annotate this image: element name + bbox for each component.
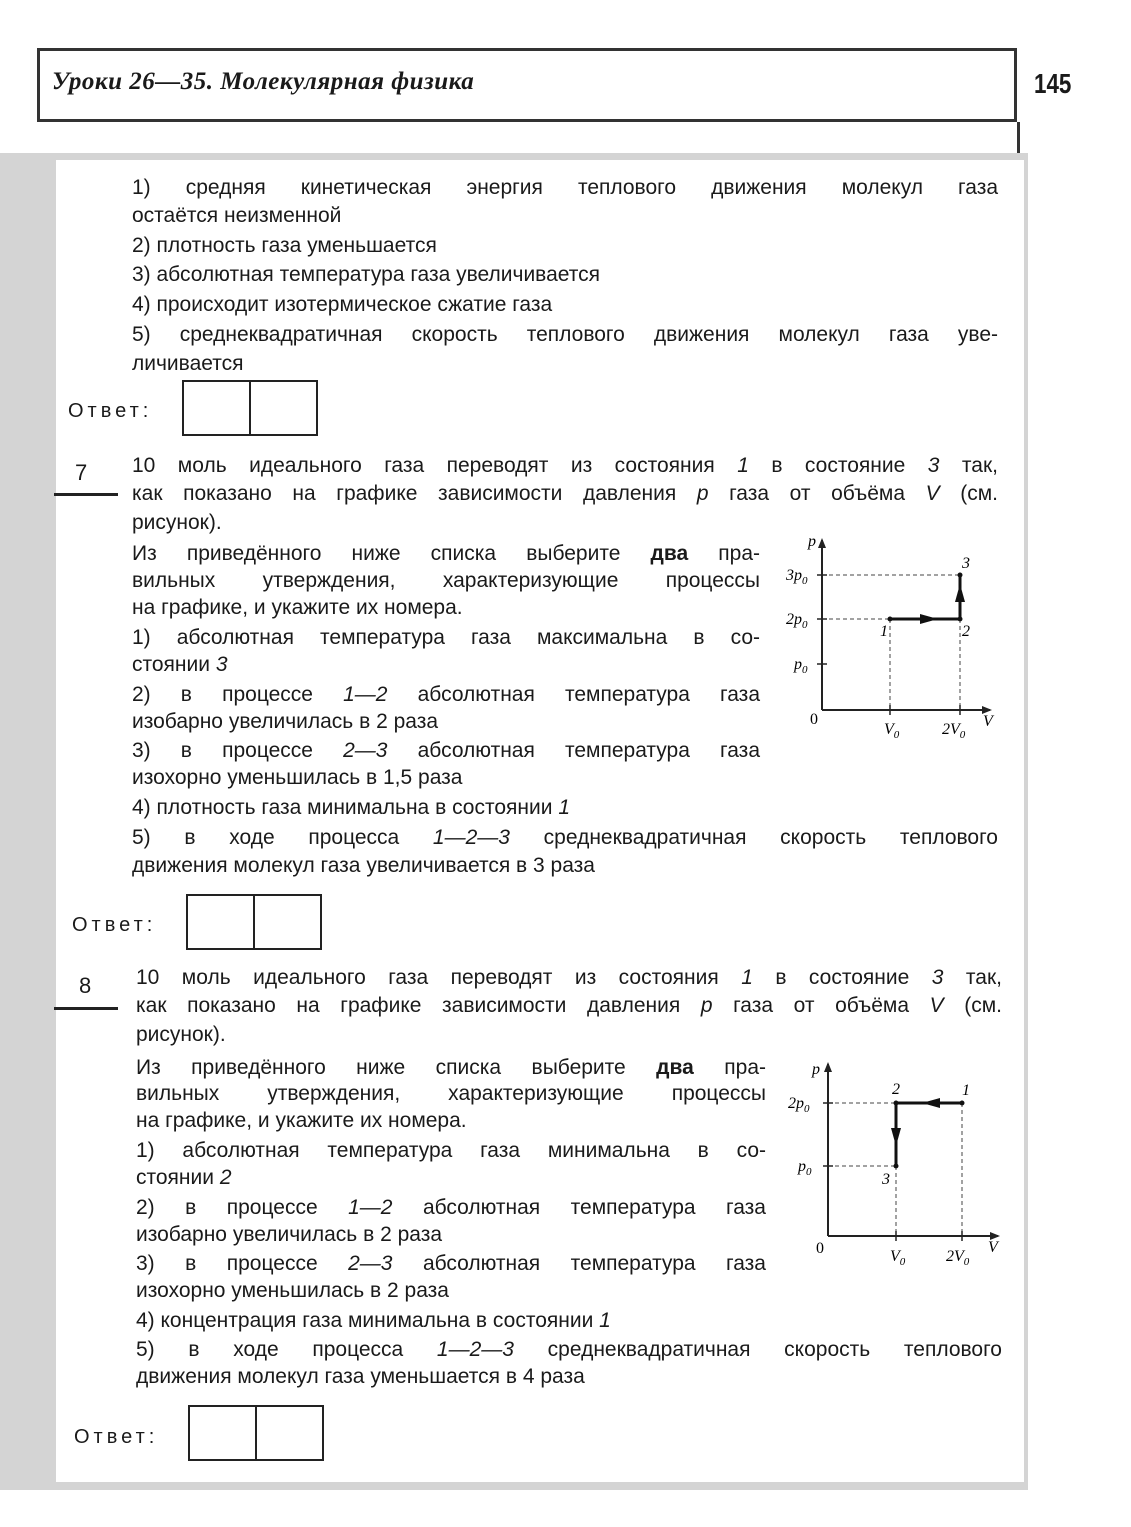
q8-intro-line3: рисунок). [136, 1023, 226, 1046]
tick-label-2p0: $2p_0$ [786, 611, 808, 631]
arrow-1-2 [922, 1098, 940, 1108]
frame-connector [1017, 122, 1020, 154]
q8-option-5-cont: движения молекул газа уменьшается в 4 раза [136, 1365, 585, 1388]
answer-box [188, 1405, 324, 1461]
q7-option-1-cont: стоянии 3 [132, 653, 228, 676]
prev-option-3: 3) абсолютная температура газа увеличивается [132, 263, 601, 286]
point-label-2: 2 [892, 1081, 900, 1098]
arrow-2-3 [955, 584, 965, 602]
origin-label: 0 [810, 711, 818, 728]
answer-cell-1[interactable] [184, 382, 249, 434]
arrow-2-3 [891, 1128, 901, 1146]
prev-option-4: 4) происходит изотермическое сжатие газа [132, 293, 553, 316]
v-axis-label: V [983, 713, 993, 730]
tick-label-p0: $p_0$ [794, 656, 808, 676]
prev-option-2: 2) плотность газа уменьшается [132, 234, 437, 257]
q8-option-3-cont: изохорно уменьшилась в 2 раза [136, 1279, 449, 1302]
q8-option-2-cont: изобарно увеличилась в 2 раза [136, 1223, 443, 1246]
tick-label-p0: $p_0$ [798, 1158, 812, 1178]
q7-intro-line1: 10 моль идеального газа переводят из состояния 1 в состояние 3 так, [132, 454, 998, 477]
prev-option-5-cont: личивается [132, 352, 244, 375]
q7-option-3: 3) в процессе 2—3 абсолютная температура газа [132, 739, 760, 762]
state-point [888, 617, 893, 622]
point-label-3: 3 [882, 1171, 890, 1188]
answer-cell-2[interactable] [255, 1407, 322, 1459]
point-label-1: 1 [880, 623, 888, 640]
q8-select-line2: вильных утверждения, характеризующие процессы [136, 1082, 766, 1105]
answer-cell-1[interactable] [188, 896, 253, 948]
q7-option-2-cont: изобарно увеличилась в 2 раза [132, 710, 439, 733]
question-number: 8 [79, 973, 92, 998]
q8-pv-graph [776, 1050, 1016, 1275]
q7-option-2: 2) в процессе 1—2 абсолютная температура газа [132, 683, 760, 706]
q8-option-1-cont: стоянии 2 [136, 1166, 232, 1189]
answer-box [182, 380, 318, 436]
q8-option-5: 5) в ходе процесса 1—2—3 среднеквадратичная скорость теплового [136, 1338, 1002, 1361]
answer-label: Ответ: [72, 914, 157, 936]
q8-option-1: 1) абсолютная температура газа минимальна в со- [136, 1139, 766, 1162]
q8-select-line1: Из приведённого ниже списка выберите два пра- [136, 1056, 766, 1079]
tick-label-2p0: $2p_0$ [788, 1095, 810, 1115]
q7-select-line1: Из приведённого ниже списка выберите два пра- [132, 542, 761, 565]
prev-option-5: 5) среднеквадратичная скорость теплового движения молекул газа уве- [132, 323, 998, 346]
q7-option-1: 1) абсолютная температура газа максимальна в со- [132, 626, 760, 649]
q7-intro-line2: как показано на графике зависимости давления p газа от объёма V (см. [132, 482, 998, 505]
q7-option-5-cont: движения молекул газа увеличивается в 3 раза [132, 854, 595, 877]
v-axis-label: V [988, 1239, 998, 1256]
tick-label-3p0: $3p_0$ [786, 567, 808, 587]
state-point [894, 1164, 899, 1169]
question-marker [54, 493, 118, 496]
q7-select-line2: вильных утверждения, характеризующие процессы [132, 569, 760, 592]
prev-option-1-cont: остаётся неизменной [132, 204, 342, 227]
q7-intro-line3: рисунок). [132, 511, 222, 534]
question-marker [54, 1007, 118, 1010]
tick-label-v0: $V_0$ [884, 721, 900, 741]
answer-cell-2[interactable] [249, 382, 316, 434]
answer-cell-1[interactable] [190, 1407, 255, 1459]
answer-cell-2[interactable] [253, 896, 320, 948]
q8-select-line3: на графике, и укажите их номера. [136, 1109, 467, 1132]
tick-label-v0: $V_0$ [890, 1248, 906, 1268]
section-title: Уроки 26—35. Молекулярная физика [52, 68, 475, 95]
arrow-1-2 [920, 614, 938, 624]
q8-option-3: 3) в процессе 2—3 абсолютная температура газа [136, 1252, 766, 1275]
q7-pv-graph [770, 528, 1010, 748]
answer-label: Ответ: [68, 400, 153, 422]
origin-label: 0 [816, 1240, 824, 1257]
point-label-3: 3 [962, 555, 970, 572]
q8-option-4: 4) концентрация газа минимальна в состоянии 1 [136, 1309, 611, 1332]
state-point [894, 1101, 899, 1106]
q7-option-4: 4) плотность газа минимальна в состоянии 1 [132, 796, 571, 819]
tick-label-2v0: $2V_0$ [946, 1248, 970, 1268]
state-point [958, 573, 963, 578]
q8-intro-line2: как показано на графике зависимости давления p газа от объёма V (см. [136, 994, 1002, 1017]
p-axis-label: p [812, 1061, 820, 1078]
state-point [958, 617, 963, 622]
answer-label: Ответ: [74, 1426, 159, 1448]
point-label-1: 1 [962, 1082, 970, 1099]
page-number: 145 [1034, 68, 1072, 99]
q7-option-3-cont: изохорно уменьшилась в 1,5 раза [132, 766, 463, 789]
q8-option-2: 2) в процессе 1—2 абсолютная температура газа [136, 1196, 766, 1219]
state-point [960, 1101, 965, 1106]
p-axis-label: p [808, 533, 816, 550]
question-number: 7 [75, 460, 88, 485]
answer-box [186, 894, 322, 950]
prev-option-1: 1) средняя кинетическая энергия теплового движения молекул газа [132, 176, 998, 199]
tick-label-2v0: $2V_0$ [942, 721, 966, 741]
q7-option-5: 5) в ходе процесса 1—2—3 среднеквадратичная скорость теплового [132, 826, 998, 849]
q8-intro-line1: 10 моль идеального газа переводят из состояния 1 в состояние 3 так, [136, 966, 1002, 989]
point-label-2: 2 [962, 623, 970, 640]
q7-select-line3: на графике, и укажите их номера. [132, 596, 463, 619]
